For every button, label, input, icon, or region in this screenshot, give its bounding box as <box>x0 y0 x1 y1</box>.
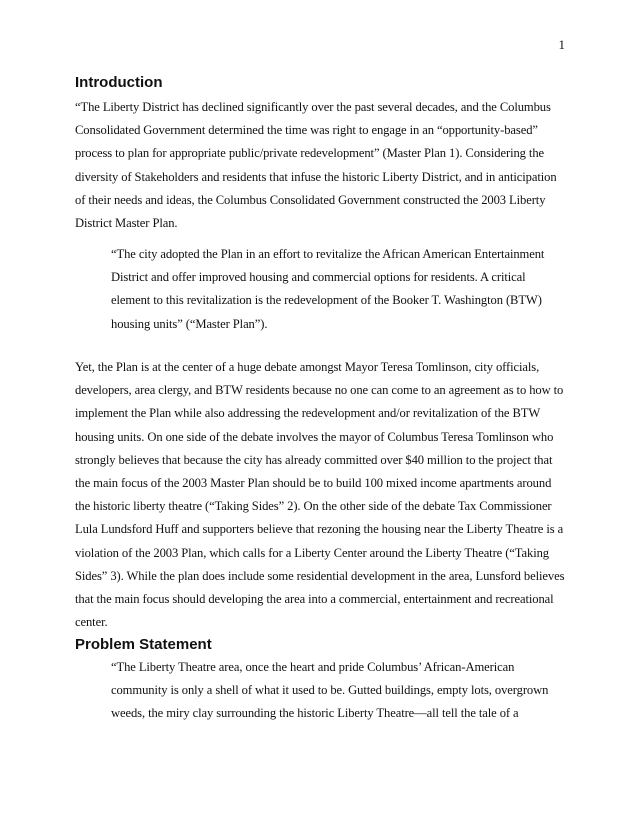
introduction-paragraph: “The Liberty District has declined significantly over the past several decades, and the Columbus Consolidated Government determined the time was right to engage in an “opportunity-based” process to plan for appropriate public/private redevelopment” (Master Plan 1). Considering the diversity of Stakeholders and residents that infuse the historic Liberty District, and in anticipation of their needs and ideas, the Columbus Consolidated Government constructed the 2003 Liberty District Master Plan. <box>75 100 557 231</box>
problem-statement-heading: Problem Statement <box>75 636 212 653</box>
introduction-heading: Introduction <box>75 74 163 91</box>
debate-paragraph: Yet, the Plan is at the center of a huge debate amongst Mayor Teresa Tomlinson, city officials, developers, area clergy, and BTW residents because no one can come to an agreement as to how to implement the Plan while also addressing the redevelopment and/or revitalization of the BTW housing units. On one side of the debate involves the mayor of Columbus Teresa Tomlinson who strongly believes that because the city has already committed over $40 million to the project that the main focus of the 2003 Master Plan should be to build 100 mixed income apartments around the historic liberty theatre (“Taking Sides” 2). On the other side of the debate Tax Commissioner Lula Lundsford Huff and supporters believe that rezoning the housing near the Liberty Theatre is a violation of the 2003 Plan, which calls for a Liberty Center around the Liberty Theatre (“Taking Sides” 3). While the plan does include some residential development in the area, Lunsford believes that the main focus should developing the area into a commercial, entertainment and recreational center. <box>75 360 565 630</box>
problem-statement-block-quote: “The Liberty Theatre area, once the heart and pride Columbus’ African-American community is only a shell of what it used to be. Gutted buildings, empty lots, overgrown weeds, the miry clay surrounding the historic Liberty Theatre—all tell the tale of a <box>111 660 549 721</box>
page-number: 1 <box>558 37 565 52</box>
introduction-block-quote: “The city adopted the Plan in an effort to revitalize the African American Entertainment District and offer improved housing and commercial options for residents. A critical element to this revitalization is the redevelopment of the Booker T. Washington (BTW) housing units” (“Master Plan”). <box>111 247 545 331</box>
